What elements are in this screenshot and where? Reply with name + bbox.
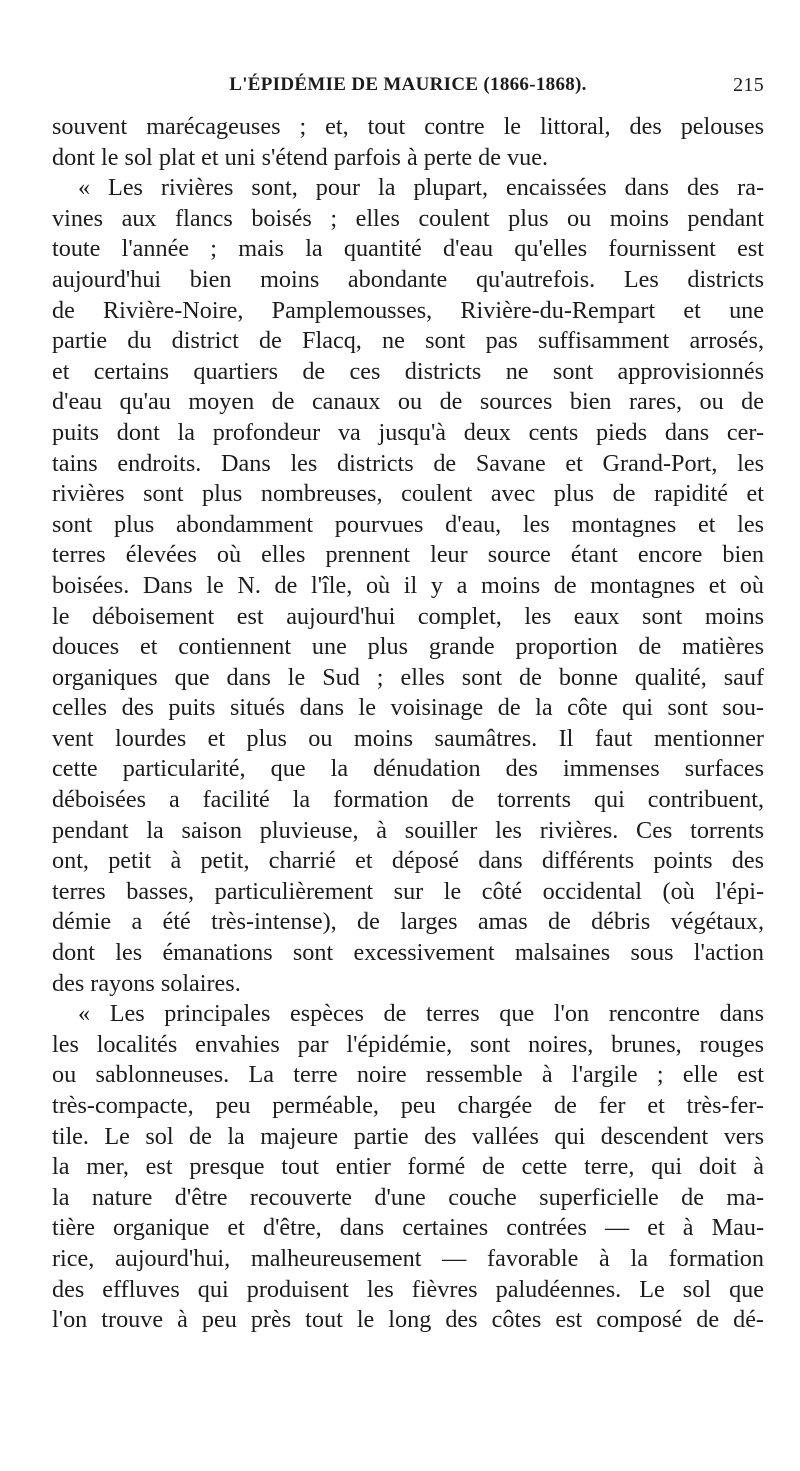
text-line: de Rivière-Noire, Pamplemousses, Rivière-du-Rempart et une bbox=[52, 296, 764, 324]
text-line: organiques que dans le Sud ; elles sont de bonne qualité, sauf bbox=[52, 663, 764, 691]
page-number: 215 bbox=[733, 74, 764, 96]
text-line: pendant la saison pluvieuse, à souiller les rivières. Ces torrents bbox=[52, 816, 764, 844]
text-line: partie du district de Flacq, ne sont pas suffisamment arrosés, bbox=[52, 327, 764, 355]
text-line: vent lourdes et plus ou moins saumâtres. Il faut mentionner bbox=[52, 724, 764, 752]
text-line: aujourd'hui bien moins abondante qu'autrefois. Les districts bbox=[52, 265, 764, 293]
text-line: rivières sont plus nombreuses, coulent avec plus de rapidité et bbox=[52, 480, 764, 508]
text-line: puits dont la profondeur va jusqu'à deux cents pieds dans cer- bbox=[52, 418, 764, 446]
text-line: vines aux flancs boisés ; elles coulent plus ou moins pendant bbox=[52, 204, 764, 232]
paragraph-start-line: « Les principales espèces de terres que l'on rencontre dans bbox=[78, 1000, 764, 1028]
text-line: terres élevées où elles prennent leur source étant encore bien bbox=[52, 541, 764, 569]
running-head bbox=[52, 74, 764, 100]
text-line: souvent marécageuses ; et, tout contre le littoral, des pelouses bbox=[52, 113, 764, 140]
running-title: L'ÉPIDÉMIE DE MAURICE (1866-1868). bbox=[229, 74, 587, 95]
text-line: ont, petit à petit, charrié et déposé dans différents points des bbox=[52, 847, 764, 875]
text-line: ou sablonneuses. La terre noire ressemble à l'argile ; elle est bbox=[52, 1061, 764, 1089]
text-line: des effluves qui produisent les fièvres paludéennes. Le sol que bbox=[52, 1275, 764, 1303]
text-line: les localités envahies par l'épidémie, sont noires, brunes, rouges bbox=[52, 1030, 764, 1058]
text-line: déboisées a facilité la formation de torrents qui contribuent, bbox=[52, 786, 764, 814]
text-line: douces et contiennent une plus grande proportion de matières bbox=[52, 633, 764, 661]
text-line: boisées. Dans le N. de l'île, où il y a moins de montagnes et où bbox=[52, 571, 764, 599]
text-line: dont les émanations sont excessivement malsaines sous l'action bbox=[52, 939, 764, 967]
text-line: d'eau qu'au moyen de canaux ou de sources bien rares, ou de bbox=[52, 388, 764, 416]
text-line: toute l'année ; mais la quantité d'eau qu'elles fournissent est bbox=[52, 235, 764, 263]
text-line: démie a été très-intense), de larges amas de débris végétaux, bbox=[52, 908, 764, 936]
text-line: cette particularité, que la dénudation des immenses surfaces bbox=[52, 755, 764, 783]
text-line: la nature d'être recouverte d'une couche superficielle de ma- bbox=[52, 1183, 764, 1211]
text-line: le déboisement est aujourd'hui complet, les eaux sont moins bbox=[52, 602, 764, 630]
text-line: et certains quartiers de ces districts ne sont approvisionnés bbox=[52, 357, 764, 385]
text-line: terres basses, particulièrement sur le côté occidental (où l'épi- bbox=[52, 877, 764, 905]
paragraph-start-line: « Les rivières sont, pour la plupart, encaissées dans des ra- bbox=[78, 174, 764, 202]
body-text bbox=[52, 112, 764, 1336]
text-line: des rayons solaires. bbox=[52, 969, 241, 997]
text-line: tains endroits. Dans les districts de Savane et Grand-Port, les bbox=[52, 449, 764, 477]
text-line: tière organique et d'être, dans certaines contrées — et à Mau- bbox=[52, 1214, 764, 1242]
text-line: rice, aujourd'hui, malheureusement — favorable à la formation bbox=[52, 1244, 764, 1272]
text-line: l'on trouve à peu près tout le long des côtes est composé de dé- bbox=[52, 1306, 764, 1334]
text-line: dont le sol plat et uni s'étend parfois à perte de vue. bbox=[52, 143, 549, 171]
text-line: très-compacte, peu perméable, peu chargée de fer et très-fer- bbox=[52, 1092, 764, 1119]
text-line: tile. Le sol de la majeure partie des vallées qui descendent vers bbox=[52, 1122, 764, 1150]
text-line: celles des puits situés dans le voisinage de la côte qui sont sou- bbox=[52, 694, 764, 722]
text-line: sont plus abondamment pourvues d'eau, les montagnes et les bbox=[52, 510, 764, 538]
text-line: la mer, est presque tout entier formé de cette terre, qui doit à bbox=[52, 1153, 764, 1181]
